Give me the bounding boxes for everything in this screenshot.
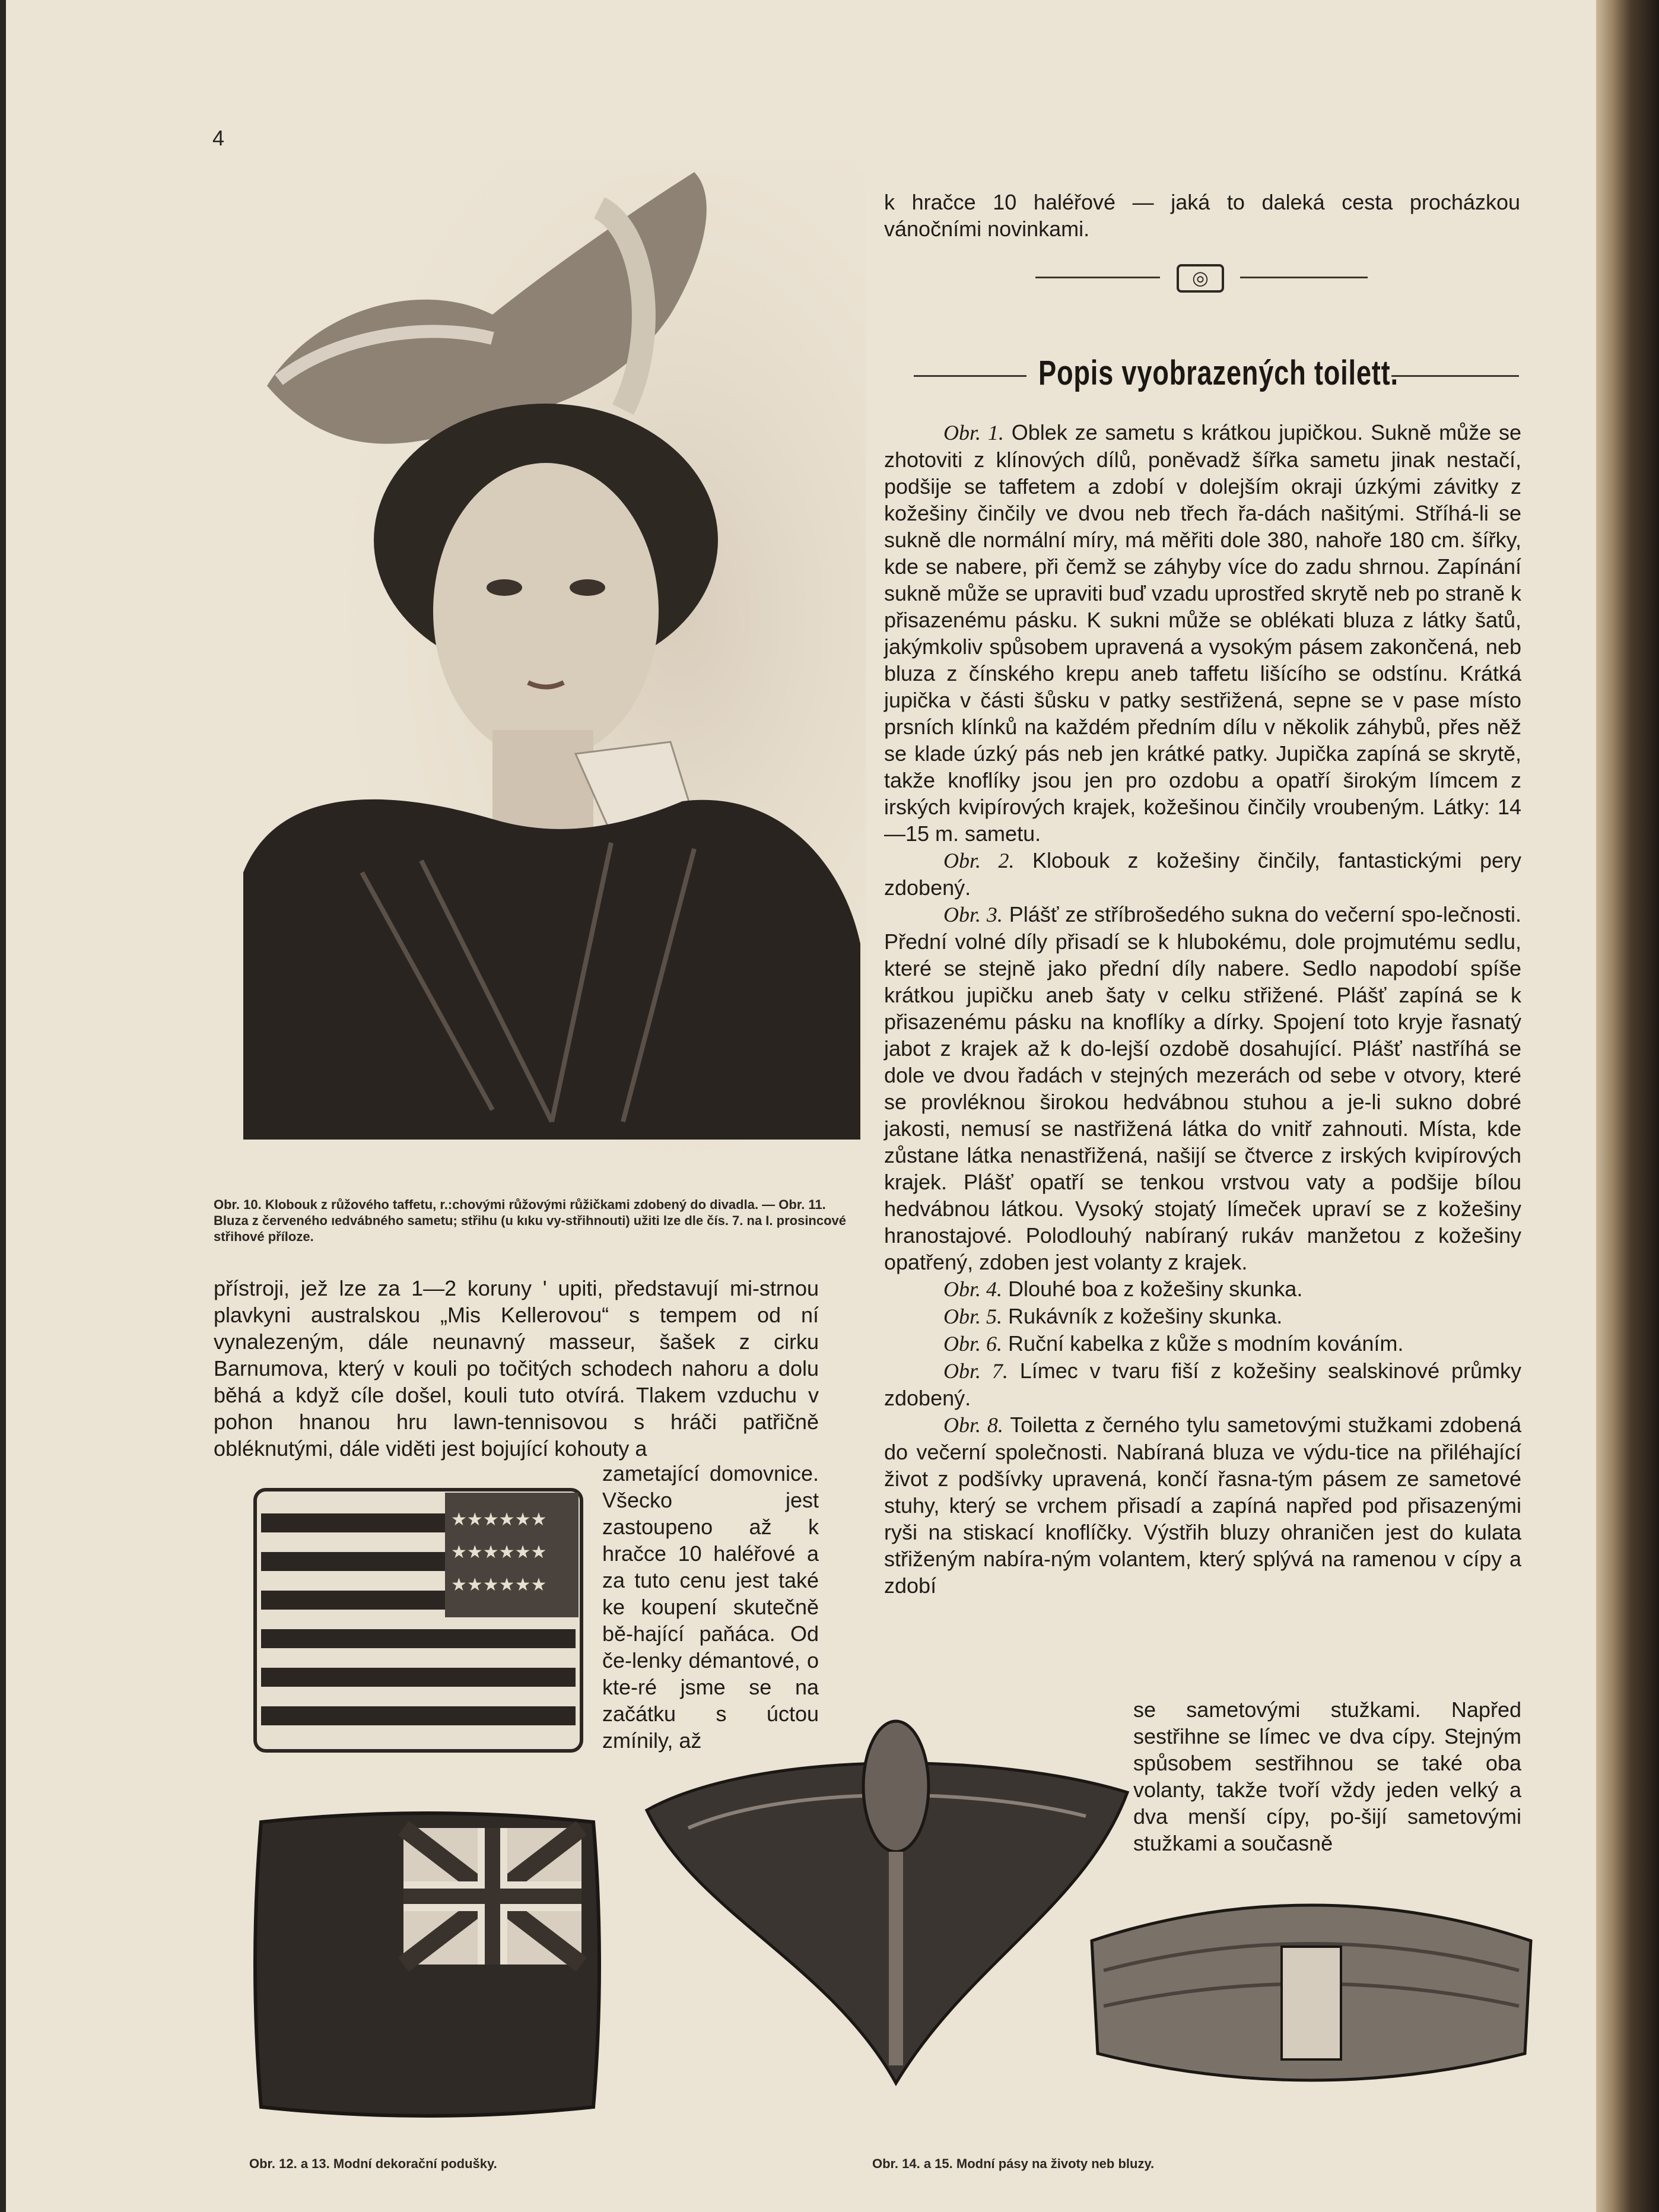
ornament-rule-left <box>1035 277 1160 278</box>
belt-fig14-image <box>635 1715 1139 2101</box>
description-2 <box>884 847 1521 901</box>
ornament-rule-right <box>1240 277 1368 278</box>
book-binding-edge <box>1596 0 1659 2212</box>
obr-label: Obr. 8. <box>943 1413 1003 1437</box>
top-text: k hračce 10 haléřové — jaká to daleká cesta procházkou vánočními novinkami. <box>884 190 1520 241</box>
ornament-icon: ◎ <box>1177 264 1224 293</box>
description-5 <box>884 1303 1521 1330</box>
obr-label: Obr. 1. <box>943 421 1004 445</box>
obr-label: Obr. 5. <box>943 1305 1003 1328</box>
descriptions-column <box>884 419 1521 1599</box>
description-text: Límec v tvaru fiší z kožešiny sealskinové průmky zdobený. <box>884 1359 1521 1410</box>
obr-label: Obr. 3. <box>943 903 1003 926</box>
section-heading: Popis vyobrazených toilett. <box>1038 354 1399 392</box>
description-text: Oblek ze sametu s krátkou jupičkou. Sukně může se zhotoviti z klínových dílů, poněvadž šířka sametu jinak nestačí, podšije se taffetem a zdobí v dolejším okraji úzkými závitky z kožešiny činčily ve dvou neb třech řa-dách našitými. Stříhá-li se sukně dle normální míry, má měřiti dole 380, nahoře 180 cm. šířky, kde se nabere, při čemž se záhyby více do zadu shrnou. Zapínání sukně může se upraviti buď vzadu uprostřed skrytě neb po straně k přisazenému pásku. K sukni může se oblékati bluza z látky šatů, jakýmkoliv spůsobem upravená a vysokým pásem zakončená, neb bluza z čínského krepu aneb taffetu lišícího se odstínu. Krátká jupička v části šůsku v patky sestřižená, sepne se v pase místo prsních klínků na každém předním dílu v několik záhybů, přes něž se klade úzký pás neb jen krátké patky. Jupička zapíná se skrytě, takže knoflíky jsou jen pro ozdobu a opatří širokým límcem z irských kvipírových krajek, kožešinou činčily vroubeným. Látky: 14—15 m. sametu. <box>884 420 1521 846</box>
svg-text:★★★★★★: ★★★★★★ <box>451 1509 547 1530</box>
left-para-2: zametající domovnice. Všecko jest zastoupeno až k hračce 10 haléřové a za tuto cenu jest také ke koupení skutečně bě-hající paňáca. Od če-lenky démantové, o kte-ré jsme se na začátku s úctou zmínily, až <box>602 1461 819 1753</box>
description-4 <box>884 1275 1521 1303</box>
description-text: Rukávník z kožešiny skunka. <box>1008 1304 1283 1328</box>
description-text: Plášť ze stříbrošedého sukna do večerní spo-lečnosti. Přední volné díly přisadí se k hlubokému, dole projmutému sedlu, které se stejně jako přední díly nabere. Sedlo napodobí spíše krátkou jupičku aneb šaty v celku střižené. Plášť zapíná se k přisazenému pásku na knoflíky a dírky. Spojení toto kryje řasnatý jabot z krajek až k do-lejší ozdobě dosahující. Plášť nastříhá se dole ve dvou řadách v stejných mezerách od sebe v otvory, které se provléknou širokou hedvábnou stuhou a je-li sukno dobré jakosti, nemusí se nastřižená látka do vnitř zahnouti. Místa, kde zůstane látka nenastřižená, našijí se čtverce z irských kvipírových krajek. Plášť opatří se tenkou vrstvou vaty a podšije bílou hedvábnou látkou. Vysoký stojatý límeček upraví se z kožešiny hranostajové. Polodlouhý nabíraný rukáv manžetou z kožešiny opatřený, zdoben jest volanty z krajek. <box>884 902 1521 1274</box>
description-8 <box>884 1411 1521 1599</box>
description-6 <box>884 1330 1521 1357</box>
obr-label: Obr. 4. <box>943 1277 1003 1301</box>
belt-fig15-image <box>1086 1887 1537 2101</box>
belt-fig14 <box>635 1715 1139 2101</box>
heading-rule-left <box>914 375 1026 377</box>
description-3 <box>884 901 1521 1275</box>
magazine-page <box>6 0 1608 2212</box>
us-flag-cushion-image <box>249 1484 587 1757</box>
description-1 <box>884 419 1521 847</box>
obr-label: Obr. 7. <box>943 1359 1008 1383</box>
svg-text:★★★★★★: ★★★★★★ <box>451 1542 547 1563</box>
description-text: Klobouk z kožešiny činčily, fantastickými pery zdobený. <box>884 848 1521 900</box>
left-para-1: přístroji, jež lze za 1—2 koruny ' upiti, představují mi-strnou plavkyni australskou „Mis Kellerovou“ s tempem od ní vynalezeným, dále neunavný masseur, šašek z cirku Barnumova, který v kouli po točitých schodech nahoru a dolu běhá a když cíle došel, kouli tuto otvírá. Tlakem vzduchu v pohon hnanou hru lawn-tennisovou s hráči patřičně obléknutými, dále viděti jest bojující kohouty a <box>214 1276 819 1461</box>
belt-fig15 <box>1086 1887 1537 2101</box>
description-7 <box>884 1357 1521 1411</box>
description-text: Toiletta z černého tylu sametovými stužkami zdobená do večerní společnosti. Nabíraná bluza ve výdu-tice na přiléhající život z podšívky upravená, končí řasna-tým pásem ze sametové stuhy, který se vrchem přisadí a zapíná napřed pod přisazenými ryši na stiskací knoflíčky. Výstřih bluzy ohraničen jest do kulata střiženým nabíra-ným volantem, který splývá na ramenou v cípy a zdobí <box>884 1413 1521 1598</box>
obr-label: Obr. 2. <box>943 849 1015 872</box>
svg-text:★★★★★★: ★★★★★★ <box>451 1575 547 1595</box>
us-flag-cushion <box>249 1484 587 1757</box>
right-tail-text: se sametovými stužkami. Napřed sestřihne se límec ve dva cípy. Stejným spůsobem sestřihnou se také oba volanty, takže tvoří vždy jeden velký a dva menší cípy, po-šijí sametovými stužkami a současně <box>1133 1697 1521 1855</box>
obr-label: Obr. 6. <box>943 1332 1003 1356</box>
heading-rule-right <box>1391 375 1519 377</box>
description-text: Ruční kabelka z kůže s modním kováním. <box>1008 1331 1404 1356</box>
union-jack-cushion <box>249 1804 605 2125</box>
caption-fig12-13: Obr. 12. a 13. Modní dekorační podušky. <box>249 2156 497 2171</box>
page-number: 4 <box>212 126 225 150</box>
description-text: Dlouhé boa z kožešiny skunka. <box>1008 1277 1303 1301</box>
caption-fig14-15: Obr. 14. a 15. Modní pásy na životy neb bluzy. <box>872 2156 1155 2171</box>
portrait-illustration <box>243 160 866 1169</box>
portrait-image <box>243 160 866 1169</box>
union-jack-cushion-image <box>249 1804 605 2125</box>
caption-fig10: Obr. 10. Klobouk z růžového taffetu, r.:chovými růžovými růžičkami zdobený do divadla. — Obr. 11. Bluza z červeného ıedvábného sametu; střihu (u kıku vy-střihnouti) užiti lze dle čís. 7. na I. prosincové střihové příloze. <box>214 1197 847 1244</box>
